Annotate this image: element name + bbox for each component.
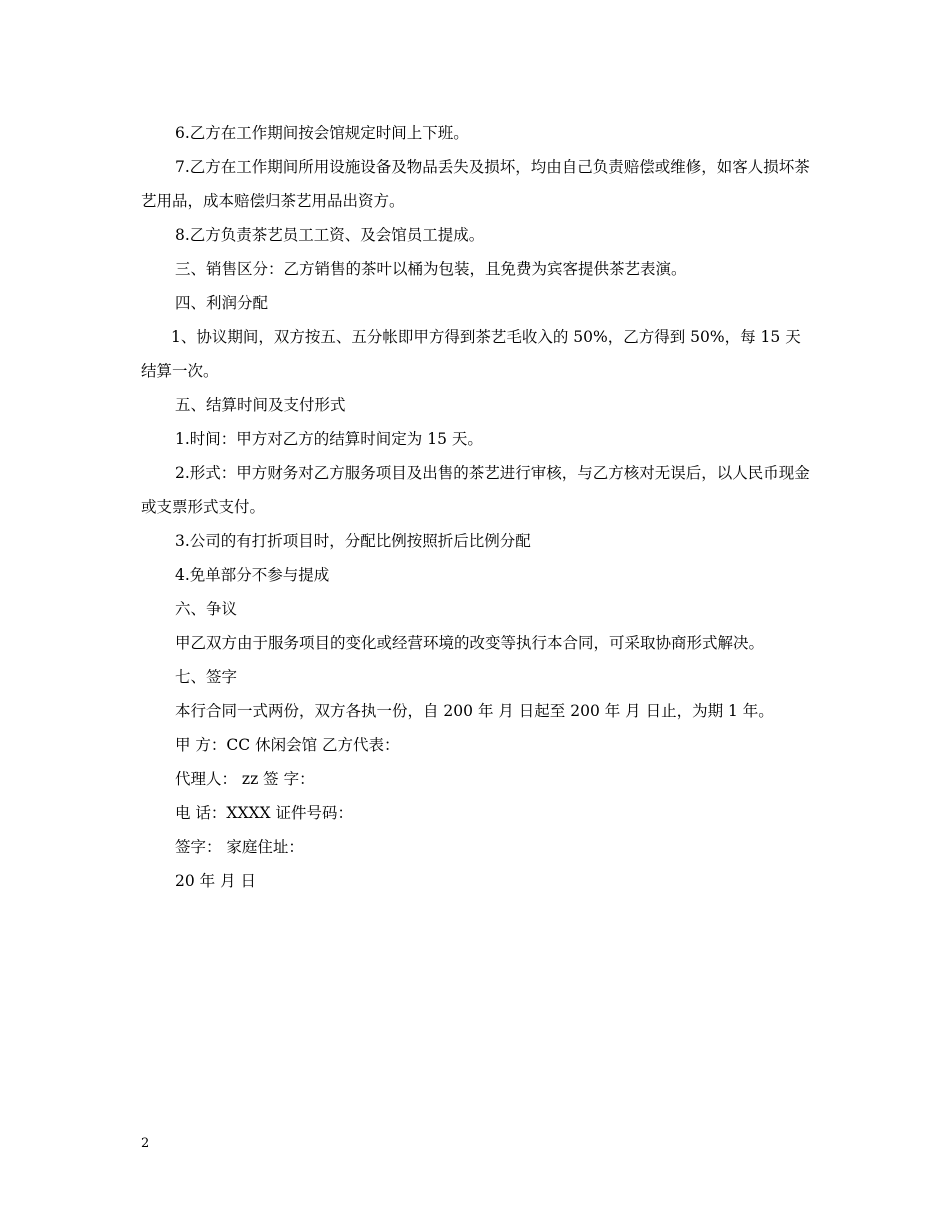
signature-date: 20 年 月 日 — [175, 872, 257, 890]
paragraph-free-orders: 4.免单部分不参与提成 — [175, 566, 330, 584]
signature-party-a: 甲 方：CC 休闲会馆 乙方代表： — [175, 736, 400, 754]
document-body — [141, 116, 811, 898]
heading-disputes: 六、争议 — [175, 600, 238, 618]
signature-agent: 代理人： zz 签 字： — [175, 770, 315, 788]
paragraph-settlement-form: 2.形式：甲方财务对乙方服务项目及出售的茶艺进行审核，与乙方核对无误后，以人民币现金或支票形式支付。 — [141, 464, 810, 516]
paragraph-contract-term: 本行合同一式两份，双方各执一份，自 200 年 月 日起至 200 年 月 日止，为期 1 年。 — [175, 702, 774, 720]
page-number: 2 — [141, 1136, 150, 1151]
paragraph-settlement-time: 1.时间：甲方对乙方的结算时间定为 15 天。 — [175, 430, 483, 448]
paragraph-work-hours: 6.乙方在工作期间按会馆规定时间上下班。 — [175, 124, 469, 142]
signature-sign: 签字： 家庭住址： — [175, 838, 304, 856]
heading-settlement: 五、结算时间及支付形式 — [175, 396, 346, 414]
heading-signatures: 七、签字 — [175, 668, 238, 686]
paragraph-discount-items: 3.公司的有打折项目时，分配比例按照折后比例分配 — [175, 532, 531, 550]
heading-sales-division: 三、销售区分：乙方销售的茶叶以桶为包装，且免费为宾客提供茶艺表演。 — [175, 260, 687, 278]
paragraph-staff-wages: 8.乙方负责茶艺员工工资、及会馆员工提成。 — [175, 226, 485, 244]
heading-profit-distribution: 四、利润分配 — [175, 294, 269, 312]
paragraph-dispute-resolution: 甲乙双方由于服务项目的变化或经营环境的改变等执行本合同，可采取协商形式解决。 — [175, 634, 765, 652]
paragraph-equipment-damage: 7.乙方在工作期间所用设施设备及物品丢失及损坏，均由自己负责赔偿或维修，如客人损坏茶艺用品，成本赔偿归茶艺用品出资方。 — [141, 158, 810, 210]
paragraph-profit-split: 1、协议期间，双方按五、五分帐即甲方得到茶艺毛收入的 50%，乙方得到 50%，每 15 天结算一次。 — [141, 328, 801, 380]
signature-phone: 电 话：XXXX 证件号码： — [175, 804, 353, 822]
